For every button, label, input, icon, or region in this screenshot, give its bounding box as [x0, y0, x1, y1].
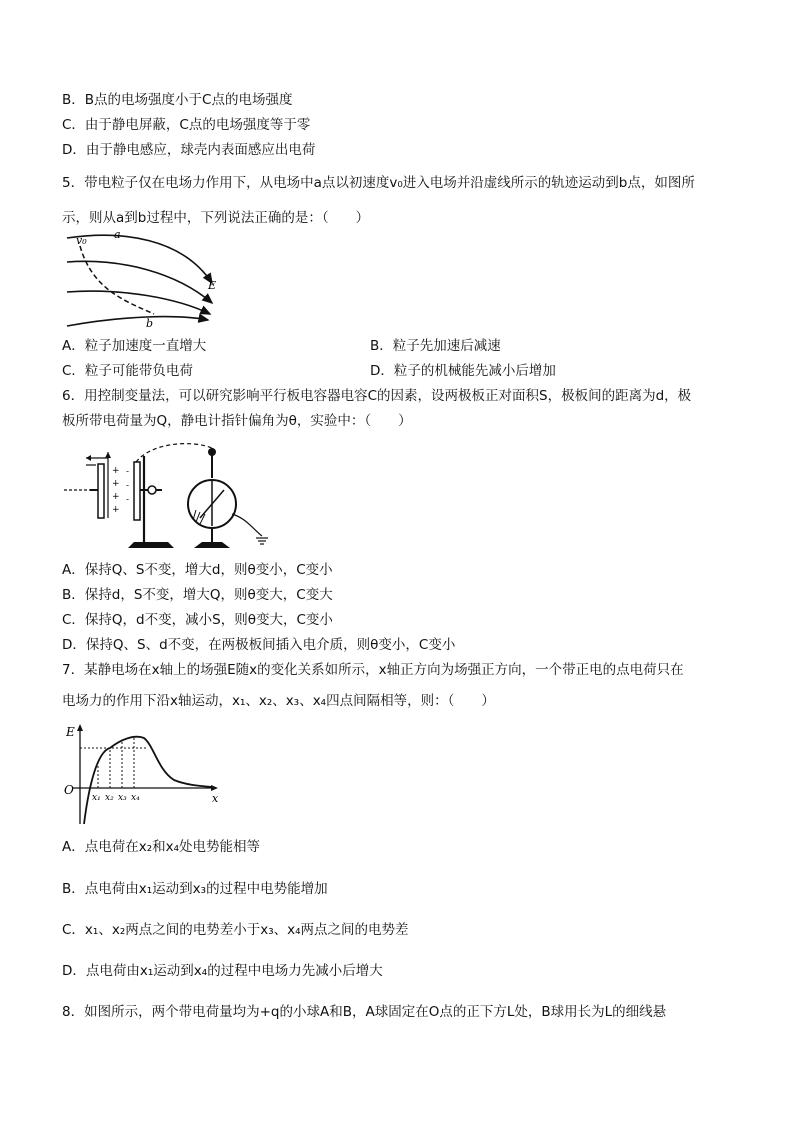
svg-text:+: + — [112, 492, 120, 502]
q6-stem-line1: 6．用控制变量法，可以研究影响平行板电容器电容C的因素，设两极板正对面积S，极板间的距离为d，极 — [62, 388, 692, 404]
svg-text:+: + — [112, 479, 120, 489]
q7-option-a: A．点电荷在x₂和x₄处电势能相等 — [62, 839, 261, 855]
q7-option-d: D．点电荷由x₁运动到x₄的过程中电场力先减小后增大 — [62, 963, 383, 979]
q7-stem-line1: 7．某静电场在x轴上的场强E随x的变化关系如所示，x轴正方向为场强正方向，一个带正电的点电荷只在 — [62, 662, 684, 678]
svg-text:-: - — [126, 467, 130, 477]
q5-field-line-3 — [67, 291, 210, 314]
svg-text:-: - — [126, 495, 130, 505]
q4-option-b: B．B点的电场强度小于C点的电场强度 — [62, 92, 293, 108]
svg-text:+: + — [112, 505, 120, 515]
q7-label-x: x — [212, 792, 219, 805]
q5-stem-line2: 示，则从a到b过程中，下列说法正确的是：（ ） — [62, 210, 370, 226]
q7-stem-line2: 电场力的作用下沿x轴运动，x₁、x₂、x₃、x₄四点间隔相等，则：（ ） — [62, 693, 495, 709]
q6-option-c: C．保持Q，d不变，减小S，则θ变大，C变小 — [62, 612, 333, 628]
q5-option-c: C．粒子可能带负电荷 — [62, 363, 193, 379]
q4-option-d: D．由于静电感应，球壳内表面感应出电荷 — [62, 142, 316, 158]
q5-field-line-4 — [67, 317, 208, 326]
q7-option-b: B．点电荷由x₁运动到x₃的过程中电势能增加 — [62, 881, 328, 897]
q7-label-x1: x₁ — [92, 793, 101, 803]
q6-option-d: D．保持Q、S、d不变，在两极板间插入电介质，则θ变小，C变小 — [62, 637, 456, 653]
q7-e-x-graph — [62, 722, 222, 826]
svg-text:-: - — [126, 481, 130, 491]
q5-field-line-2 — [67, 261, 212, 303]
q7-label-e: E — [66, 725, 75, 739]
q8-stem-line1: 8．如图所示，两个带电荷量均为+q的小球A和B，A球固定在O点的正下方L处，B球用长为L的细线悬 — [62, 1004, 667, 1020]
q5-field-figure — [62, 228, 222, 332]
q4-option-c: C．由于静电屏蔽，C点的电场强度等于零 — [62, 117, 311, 133]
q5-label-e: E — [208, 279, 217, 292]
q6-option-b: B．保持d，S不变，增大Q，则θ变大，C变大 — [62, 587, 333, 603]
q5-option-d: D．粒子的机械能先减小后增加 — [370, 363, 556, 379]
svg-text:+: + — [112, 466, 120, 476]
q5-label-a: a — [114, 228, 121, 241]
q7-label-o: O — [64, 783, 74, 797]
q5-stem-line1: 5．带电粒子仅在电场力作用下，从电场中a点以初速度v₀进入电场并沿虚线所示的轨迹运动到b点，如图所 — [62, 175, 695, 191]
q7-curve — [84, 737, 212, 824]
q6-stem-line2: 板所带电荷量为Q，静电计指针偏角为θ，实验中：（ ） — [62, 413, 412, 429]
q5-field-line-1 — [67, 235, 212, 283]
q7-label-x4: x₄ — [131, 793, 140, 803]
q7-label-x2: x₂ — [105, 793, 114, 803]
q5-option-b: B．粒子先加速后减速 — [370, 338, 501, 354]
q5-label-b: b — [146, 317, 154, 330]
q5-option-a: A．粒子加速度一直增大 — [62, 338, 207, 354]
q5-label-v0: v₀ — [76, 234, 87, 247]
q7-option-c: C．x₁、x₂两点之间的电势差小于x₃、x₄两点之间的电势差 — [62, 922, 409, 938]
q5-trajectory — [80, 246, 154, 314]
q6-capacitor-electroscope-figure — [62, 438, 272, 554]
q6-option-a: A．保持Q、S不变，增大d，则θ变小，C变小 — [62, 562, 333, 578]
q7-label-x3: x₃ — [118, 793, 127, 803]
